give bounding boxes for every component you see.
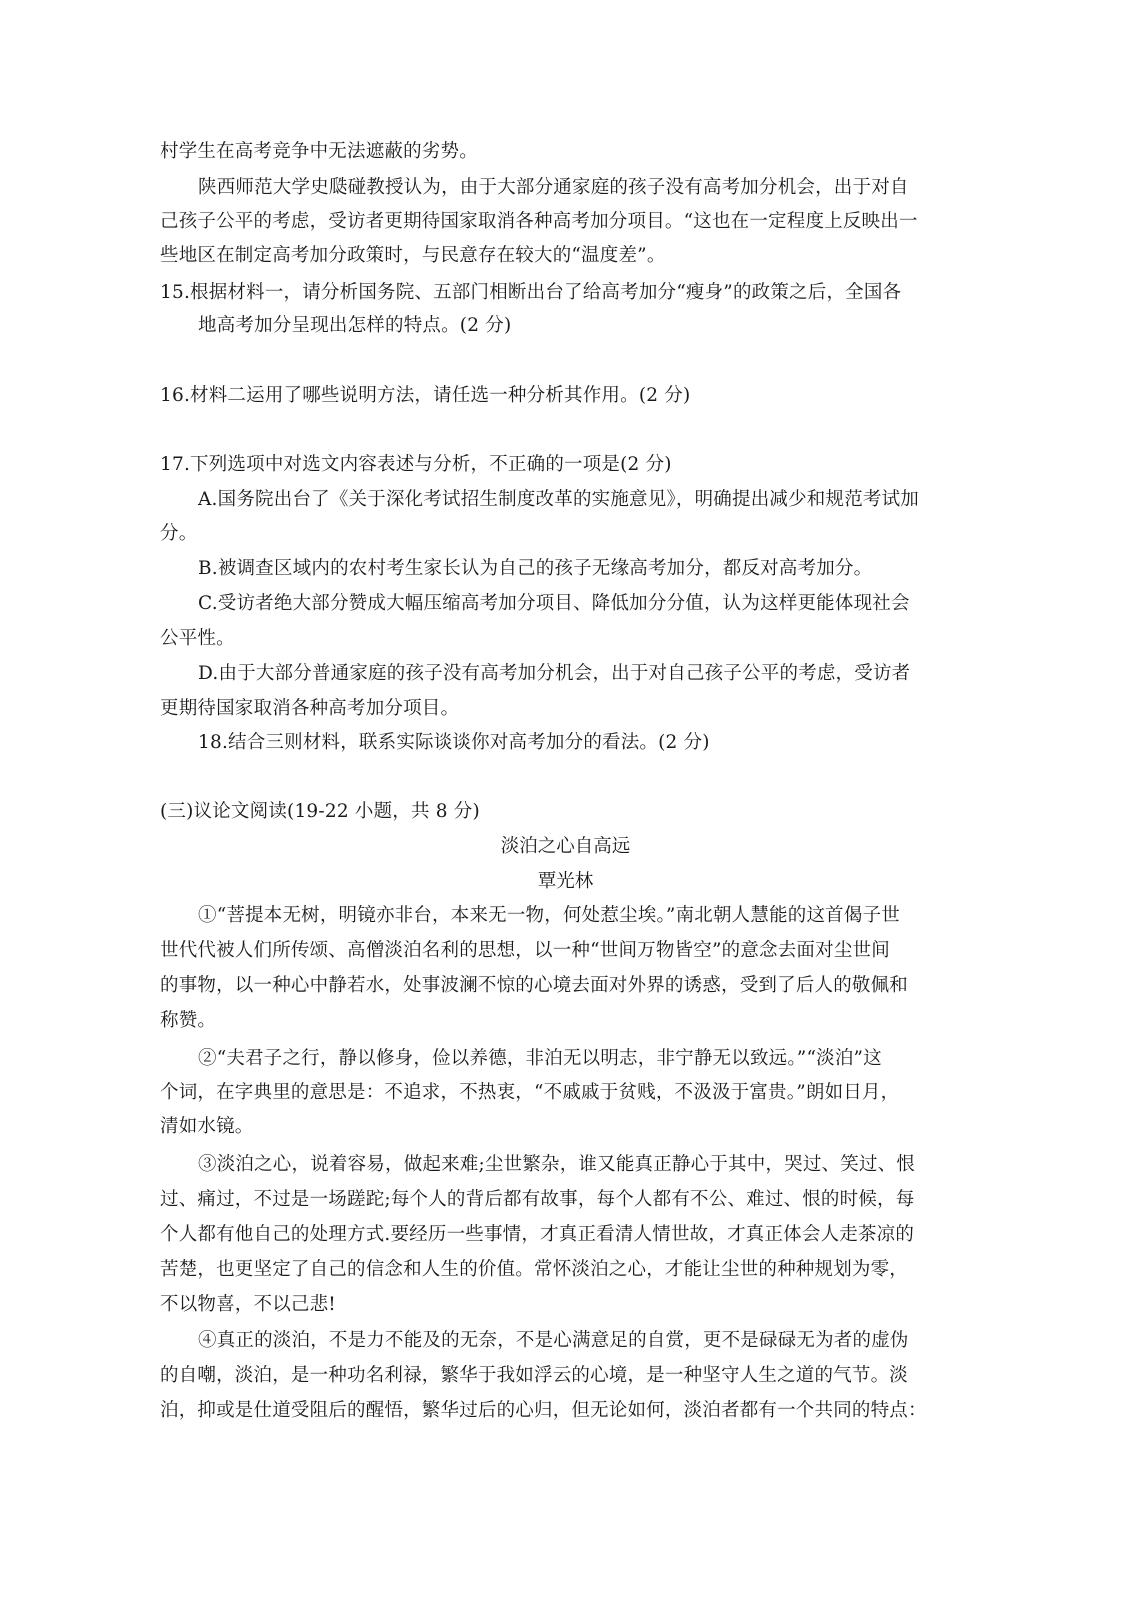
question-15-cont: 地高考加分呈现出怎样的特点。(2 分) [198, 315, 512, 336]
paragraph-4: ④真正的淡泊，不是力不能及的无奈，不是心满意足的自赏，更不是碌碌无为者的虚伪 [198, 1330, 909, 1351]
section-heading: (三)议论文阅读(19-22 小题，共 8 分) [160, 801, 480, 822]
paragraph-3: ③淡泊之心，说着容易，做起来难;尘世繁杂，谁又能真正静心于其中，哭过、笑过、恨 [198, 1154, 916, 1175]
text-line: 己孩子公平的考虑，受访者更期待国家取消各种高考加分项目。“这也在一定程度上反映出一 [160, 211, 918, 232]
paragraph-3-line: 不以物喜，不以己悲! [160, 1294, 336, 1315]
paragraph-4-line: 泊，抑或是仕道受阻后的醒悟，繁华过后的心归，但无论如何，淡泊者都有一个共同的特点： [160, 1400, 927, 1421]
question-17: 17.下列选项中对选文内容表述与分析，不正确的一项是(2 分) [160, 454, 672, 475]
text-line: 陕西师范大学史瓞碰教授认为，由于大部分通家庭的孩子没有高考加分机会，出于对自 [198, 177, 909, 198]
paragraph-1-line: 的事物，以一种心中静若水，处事波澜不惊的心境去面对外界的诱惑，受到了后人的敬佩和 [160, 975, 909, 996]
option-d: D.由于大部分普通家庭的孩子没有高考加分机会，出于对自己孩子公平的考虑，受访者 [198, 663, 911, 684]
option-b: B.被调查区域内的农村考生家长认为自己的孩子无缘高考加分，都反对高考加分。 [198, 558, 873, 579]
paragraph-1: ①“菩提本无树，明镜亦非台，本来无一物，何处惹尘埃。”南北朝人慧能的这首偈子世 [198, 905, 900, 926]
paragraph-3-line: 苦楚，也更坚定了自己的信念和人生的价值。常怀淡泊之心，才能让尘世的种种规划为零， [160, 1259, 909, 1280]
paragraph-1-line: 称赞。 [160, 1010, 217, 1031]
paragraph-1-line: 世代代被人们所传颂、高僧淡泊名利的思想，以一种“世间万物皆空”的意念去面对尘世间 [160, 940, 890, 961]
option-a: A.国务院出台了《关于深化考试招生制度改革的实施意见》，明确提出减少和规范考试加 [198, 489, 919, 510]
question-18: 18.结合三则材料，联系实际谈谈你对高考加分的看法。(2 分) [198, 732, 710, 753]
paragraph-2: ②“夫君子之行，静以修身，俭以养德，非泊无以明志，非宁静无以致远。”“淡泊”这 [198, 1048, 882, 1069]
paragraph-4-line: 的自嘲，淡泊，是一种功名利禄，繁华于我如浮云的心境，是一种坚守人生之道的气节。淡 [160, 1365, 909, 1386]
question-15: 15.根据材料一，请分析国务院、五部门相断出台了给高考加分“瘦身”的政策之后，全国各 [160, 282, 902, 303]
paragraph-2-line: 个词，在字典里的意思是：不追求，不热衷，“不戚戚于贫贱，不汲汲于富贵。”朗如日月， [160, 1082, 900, 1103]
paragraph-3-line: 过、痛过，不过是一场蹉跎;每个人的背后都有故事，每个人都有不公、难过、恨的时候，每 [160, 1189, 915, 1210]
paragraph-2-line: 清如水镜。 [160, 1116, 254, 1137]
paragraph-3-line: 个人都有他自己的处理方式.要经历一些事情，才真正看清人情世故，才真正体会人走茶凉的 [160, 1224, 915, 1245]
text-line: 些地区在制定高考加分政策时，与民意存在较大的“温度差”。 [160, 245, 666, 266]
essay-author: 覃光林 [537, 871, 594, 892]
question-16: 16.材料二运用了哪些说明方法，请任选一种分析其作用。(2 分) [160, 385, 691, 406]
option-c: C.受访者绝大部分赞成大幅压缩高考加分项目、降低加分分值，认为这样更能体现社会 [198, 593, 910, 614]
option-d-cont: 更期待国家取消各种高考加分项目。 [160, 698, 460, 719]
text-line: 村学生在高考竞争中无法遮蔽的劣势。 [160, 141, 478, 162]
option-a-cont: 分。 [160, 523, 198, 544]
essay-title: 淡泊之心自高远 [500, 836, 631, 857]
option-c-cont: 公平性。 [160, 628, 235, 649]
